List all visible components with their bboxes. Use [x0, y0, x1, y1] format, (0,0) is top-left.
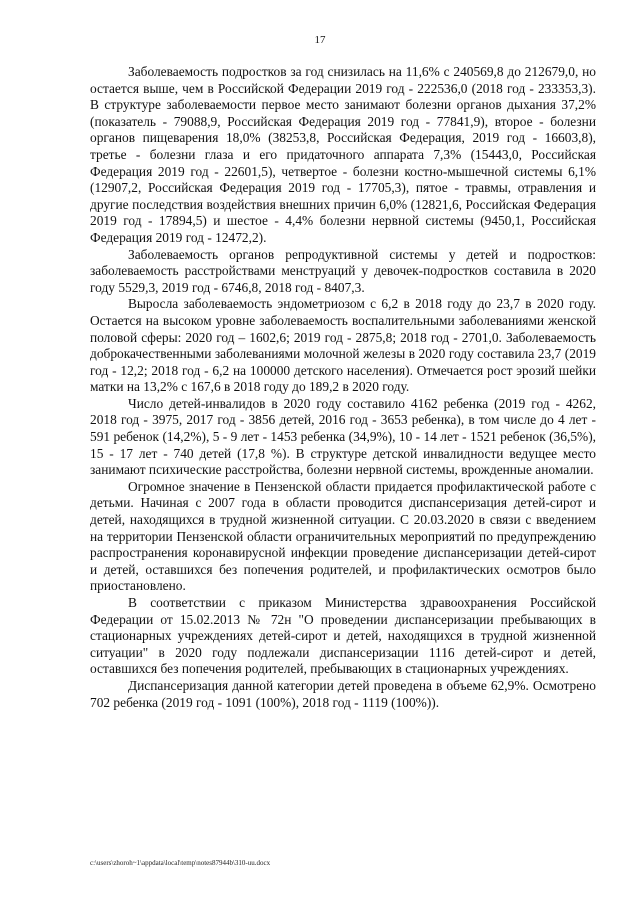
footer-file-path: c:\users\zhoroh~1\appdata\local\temp\notes87944b\310-uu.docx	[90, 859, 271, 867]
paragraph-reproductive-morbidity: Заболеваемость органов репродуктивной системы у детей и подростков: заболеваемость расстройствами менструаций у девочек-подростков составила в 2020 году 5529,3, 2019 год - 6746,8, 2018 год - 8407,3.	[90, 246, 596, 295]
paragraph-preventive-work: Огромное значение в Пензенской области придается профилактической работе с детьми. Начиная с 2007 года в области проводится диспансеризация детей-сирот и детей, находящихся в трудной жизненной ситуации. С 20.03.2020 в связи с введением на территории Пензенской области ограничительных мероприятий по предупреждению распространения коронавирусной инфекции проведение диспансеризации детей-сирот и детей, оставшихся без попечения родителей, и профилактических осмотров было приостановлено.	[90, 478, 596, 594]
paragraph-dispensary-results: Диспансеризация данной категории детей проведена в объеме 62,9%. Осмотрено 702 ребенка (2019 год - 1091 (100%), 2018 год - 1119 (100%)).	[90, 677, 596, 710]
paragraph-adolescent-morbidity: Заболеваемость подростков за год снизилась на 11,6% с 240569,8 до 212679,0, но остается выше, чем в Российской Федерации 2019 год - 222536,0 (2018 год - 233353,3). В структуре заболеваемости первое место занимают болезни органов дыхания 37,2% (показатель - 79088,9, Российская Федерация 2019 год - 77841,9), второе - болезни органов пищеварения 18,0% (38253,8, Российская Федерация, 2019 год - 16603,8), третье - болезни глаза и его придаточного аппарата 7,3% (15443,0, Российская Федерация 2019 год - 22601,5), четвертое - болезни костно-мышечной системы 6,1% (12907,2, Российская Федерация 2019 год - 17705,3), пятое - травмы, отравления и другие последствия воздействия внешних причин 6,0% (12821,6, Российская Федерация 2019 год - 17894,5) и шестое - 4,4% болезни нервной системы (9450,1, Российская Федерация 2019 год - 12472,2).	[90, 64, 596, 245]
page-number: 17	[314, 34, 326, 46]
document-body	[90, 64, 596, 711]
paragraph-endometriosis: Выросла заболеваемость эндометриозом с 6,2 в 2018 году до 23,7 в 2020 году. Остается на высоком уровне заболеваемость воспалительными заболеваниями женской половой сферы: 2020 год – 1602,6; 2019 год - 2875,8; 2018 год - 2701,0. Заболеваемость доброкачественными заболеваниями молочной железы в 2020 году составила 23,7 (2019 год - 12,2; 2018 год - 6,2 на 100000 детского населения). Отмечается рост эрозий шейки матки на 13,2% с 167,6 в 2018 году до 189,2 в 2020 году.	[90, 296, 596, 395]
paragraph-ministry-order: В соответствии с приказом Министерства здравоохранения Российской Федерации от 15.02.2013 № 72н "О проведении диспансеризации пребывающих в стационарных учреждениях детей-сирот и детей, находящихся в трудной жизненной ситуации" в 2020 году подлежали диспансеризации 1116 детей-сирот и детей, оставшихся без попечения родителей, пребывающих в стационарных учреждениях.	[90, 595, 596, 677]
paragraph-disabled-children: Число детей-инвалидов в 2020 году составило 4162 ребенка (2019 год - 4262, 2018 год - 3975, 2017 год - 3856 детей, 2016 год - 3653 ребенка), в том числе до 4 лет - 591 ребенок (14,2%), 5 - 9 лет - 1453 ребенка (34,9%), 10 - 14 лет - 1521 ребенок (36,5%), 15 - 17 лет - 740 детей (17,8 %). В структуре детской инвалидности ведущее место занимают психические расстройства, болезни нервной системы, врожденные аномалии.	[90, 395, 596, 478]
